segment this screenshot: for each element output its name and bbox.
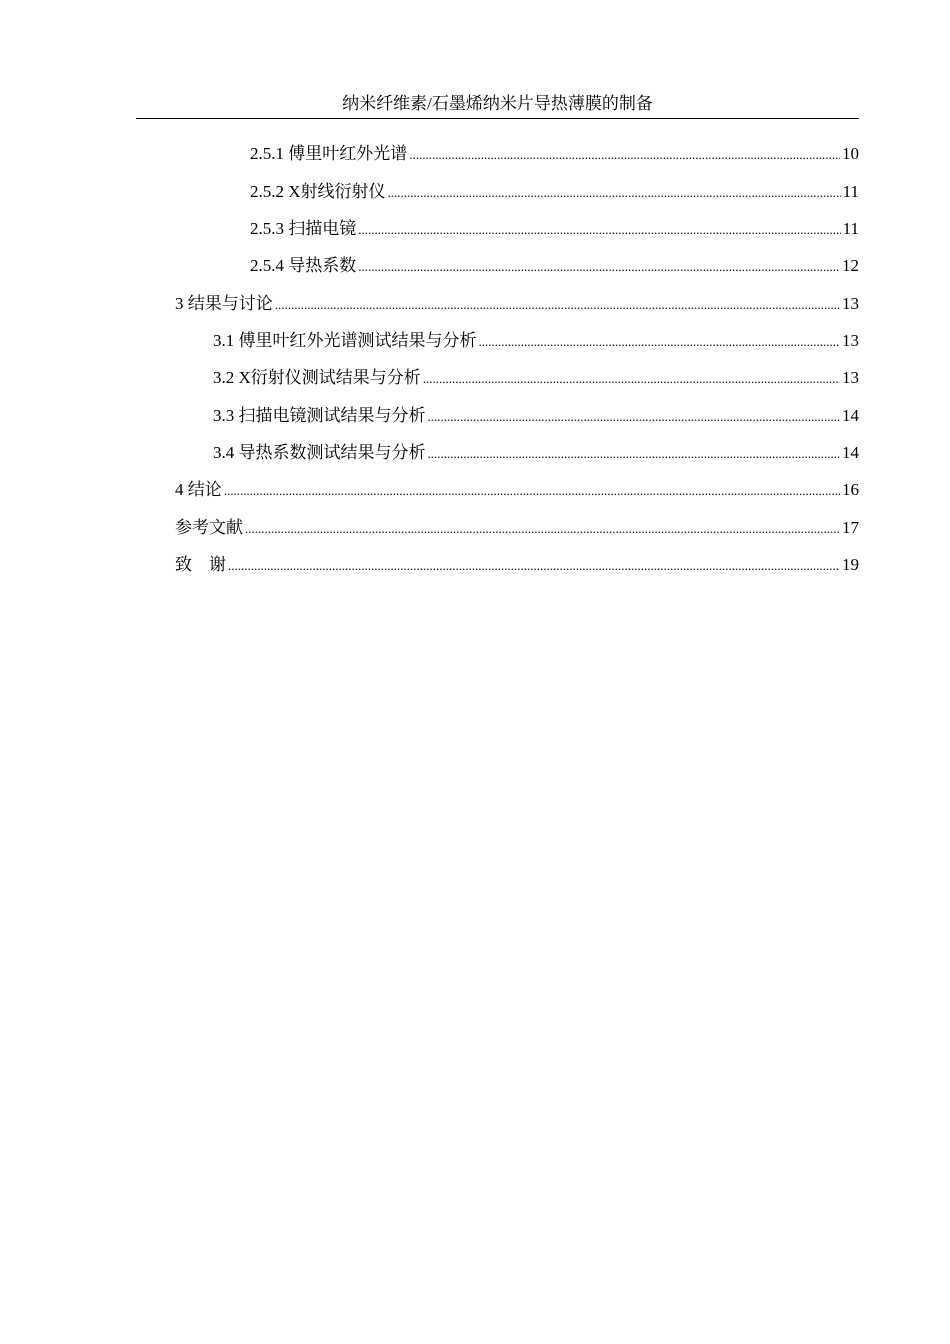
toc-page-number: 16 <box>842 480 859 499</box>
toc-entry-label: 4 结论 <box>175 480 222 499</box>
toc-page-number: 13 <box>842 294 859 313</box>
toc-page-number: 17 <box>842 518 859 537</box>
toc-dot-leader <box>228 554 840 578</box>
toc-dot-leader <box>358 255 840 279</box>
toc-page-number: 14 <box>842 406 859 425</box>
toc-dot-leader <box>224 479 840 503</box>
toc-dot-leader <box>428 405 841 429</box>
toc-page-number: 11 <box>842 219 859 238</box>
toc-dot-leader <box>388 181 841 205</box>
toc-entry-label: 3 结果与讨论 <box>175 294 273 313</box>
toc-entry-label: 2.5.3 扫描电镜 <box>250 219 357 238</box>
toc-entry-label: 3.2 X衍射仪测试结果与分析 <box>213 368 421 387</box>
toc-entry-label: 致 谢 <box>175 555 226 574</box>
running-header-title: 纳米纤维素/石墨烯纳米片导热薄膜的制备 <box>342 94 653 113</box>
toc-dot-leader <box>428 442 841 466</box>
toc-entry-2-5-4[interactable] <box>250 254 859 278</box>
toc-entry-2-5-1[interactable] <box>250 142 859 166</box>
toc-entry-label: 2.5.2 X射线衍射仪 <box>250 182 386 201</box>
toc-entry-3[interactable] <box>175 292 859 316</box>
toc-dot-leader <box>358 218 840 242</box>
toc-entry-acknowledgements[interactable] <box>175 553 859 577</box>
toc-entry-label: 3.1 傅里叶红外光谱测试结果与分析 <box>213 331 477 350</box>
toc-entry-2-5-2[interactable] <box>250 180 859 204</box>
toc-page-number: 14 <box>842 443 859 462</box>
toc-page-number: 12 <box>842 256 859 275</box>
toc-entry-3-4[interactable] <box>213 441 859 465</box>
toc-page-number: 11 <box>842 182 859 201</box>
toc-entry-label: 2.5.4 导热系数 <box>250 256 357 275</box>
toc-entry-3-2[interactable] <box>213 366 859 390</box>
toc-dot-leader <box>423 367 840 391</box>
toc-entry-3-3[interactable] <box>213 404 859 428</box>
toc-dot-leader <box>275 293 840 317</box>
toc-dot-leader <box>409 143 840 167</box>
toc-entry-label: 3.3 扫描电镜测试结果与分析 <box>213 406 426 425</box>
toc-page-number: 10 <box>842 144 859 163</box>
toc-page-number: 19 <box>842 555 859 574</box>
toc-entry-label: 参考文献 <box>175 518 243 537</box>
toc-entry-3-1[interactable] <box>213 329 859 353</box>
toc-page-number: 13 <box>842 368 859 387</box>
toc-dot-leader <box>245 517 840 541</box>
toc-entry-label: 2.5.1 傅里叶红外光谱 <box>250 144 408 163</box>
toc-entry-2-5-3[interactable] <box>250 217 859 241</box>
toc-entry-4[interactable] <box>175 478 859 502</box>
toc-page-number: 13 <box>842 331 859 350</box>
toc-entry-label: 3.4 导热系数测试结果与分析 <box>213 443 426 462</box>
toc-dot-leader <box>479 330 841 354</box>
toc-entry-references[interactable] <box>175 516 859 540</box>
